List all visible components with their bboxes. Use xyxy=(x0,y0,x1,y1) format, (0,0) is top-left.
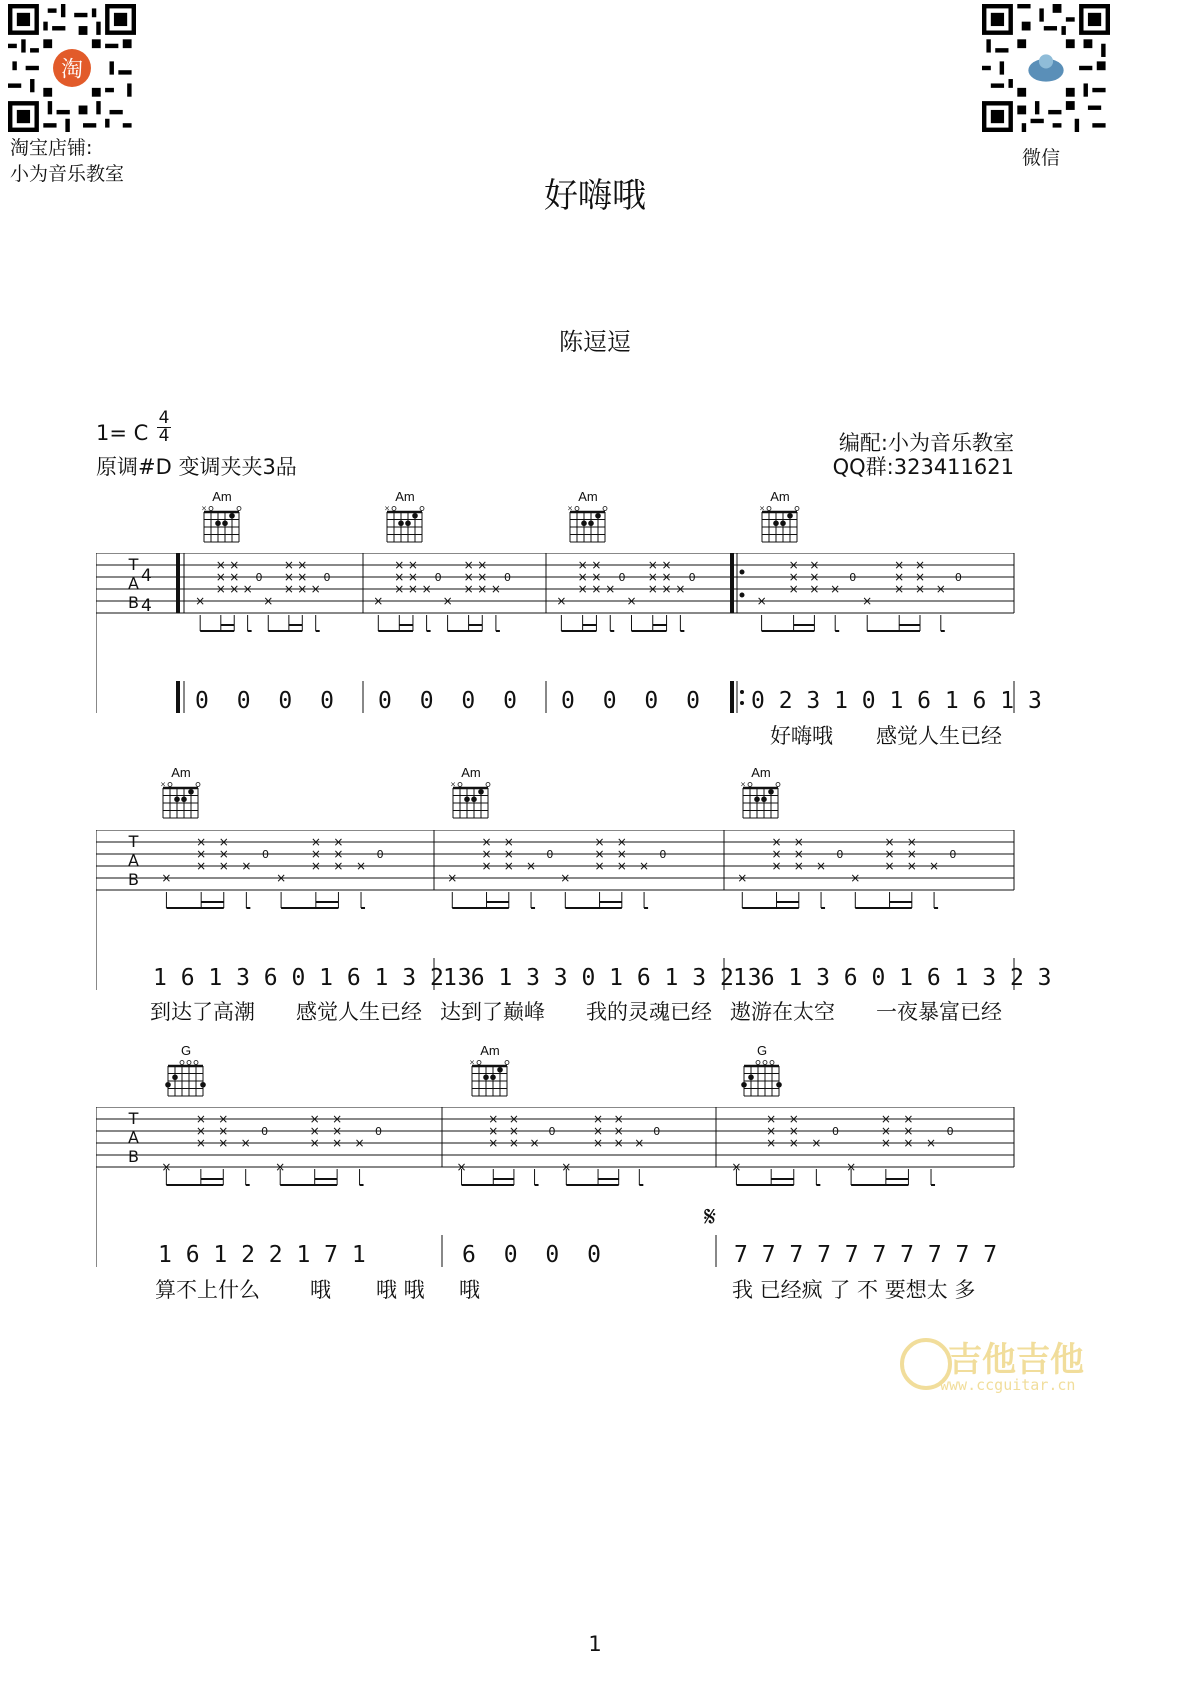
svg-text:×: × xyxy=(310,847,321,861)
svg-text:×: × xyxy=(229,558,240,572)
svg-text:×: × xyxy=(490,582,501,596)
svg-text:×: × xyxy=(613,1124,624,1138)
lyric-line: 我的灵魂已经 xyxy=(586,1000,712,1024)
time-bottom: 4 xyxy=(158,426,170,446)
jianpu-measure: 0 0 0 0 xyxy=(378,688,517,714)
svg-text:0: 0 xyxy=(849,571,857,584)
svg-text:×: × xyxy=(914,582,926,596)
svg-text:×: × xyxy=(626,594,637,608)
svg-text:0: 0 xyxy=(255,571,263,584)
jianpu-measure: 1 6 1 3 6 0 1 6 1 3 2 3 xyxy=(733,965,1052,991)
svg-text:×: × xyxy=(594,847,605,861)
chord-diagram xyxy=(756,490,804,546)
svg-text:×: × xyxy=(613,1112,624,1126)
svg-text:×: × xyxy=(811,1136,822,1150)
svg-text:×: × xyxy=(616,835,627,849)
svg-text:×: × xyxy=(218,1124,229,1138)
svg-text:×: × xyxy=(675,582,686,596)
chord-name: Am xyxy=(480,1043,500,1058)
svg-text:×: × xyxy=(503,859,514,873)
svg-text:×: × xyxy=(196,835,207,849)
svg-text:×: × xyxy=(577,582,588,596)
svg-text:0: 0 xyxy=(831,1125,839,1138)
svg-text:0: 0 xyxy=(261,1125,269,1138)
svg-text:×: × xyxy=(591,582,602,596)
svg-text:×: × xyxy=(332,1124,343,1138)
lyric-line: 感觉人生已经 xyxy=(876,724,1002,748)
chord-diagram xyxy=(198,490,246,546)
svg-text:×: × xyxy=(488,1112,499,1126)
svg-text:0: 0 xyxy=(946,1125,954,1138)
svg-text:×: × xyxy=(577,558,588,572)
svg-text:0: 0 xyxy=(376,848,384,861)
lyric-line: 到达了高潮 xyxy=(150,1000,255,1024)
svg-text:×: × xyxy=(809,582,820,596)
shop-name: 小为音乐教室 xyxy=(10,163,125,185)
svg-text:×: × xyxy=(297,582,308,596)
svg-text:×: × xyxy=(809,558,820,572)
svg-text:×: × xyxy=(508,1136,519,1150)
svg-text:×: × xyxy=(894,582,905,596)
svg-text:×: × xyxy=(756,594,767,608)
svg-text:×: × xyxy=(283,582,294,596)
chord-grid xyxy=(466,1058,514,1100)
chord-grid xyxy=(564,504,612,546)
svg-text:×: × xyxy=(556,594,567,608)
time-signature xyxy=(157,410,171,445)
svg-text:×: × xyxy=(160,780,166,789)
svg-text:×: × xyxy=(771,835,782,849)
svg-text:×: × xyxy=(195,594,206,608)
svg-text:0: 0 xyxy=(659,848,667,861)
tab-time-sig xyxy=(141,561,152,621)
lyric-line: 遨游在太空 xyxy=(730,1000,835,1024)
time-top: 4 xyxy=(158,408,170,428)
chord-grid xyxy=(162,1058,210,1100)
svg-text:×: × xyxy=(407,582,418,596)
svg-text:×: × xyxy=(816,859,827,873)
svg-text:0: 0 xyxy=(261,848,269,861)
svg-text:×: × xyxy=(442,594,453,608)
svg-text:×: × xyxy=(560,871,571,885)
svg-text:×: × xyxy=(593,1112,604,1126)
svg-text:×: × xyxy=(283,558,294,572)
svg-text:×: × xyxy=(577,570,588,584)
svg-text:×: × xyxy=(215,582,226,596)
svg-text:×: × xyxy=(242,582,253,596)
time-top: 4 xyxy=(141,566,152,586)
svg-text:×: × xyxy=(634,1136,645,1150)
svg-text:×: × xyxy=(503,847,514,861)
svg-text:×: × xyxy=(737,871,748,885)
svg-text:×: × xyxy=(647,582,658,596)
svg-text:×: × xyxy=(914,558,926,572)
jianpu-measure: 6 0 0 0 xyxy=(462,1242,601,1268)
chord-name: Am xyxy=(751,765,771,780)
chord-diagram xyxy=(737,766,785,822)
svg-text:×: × xyxy=(310,859,321,873)
svg-text:×: × xyxy=(407,558,418,572)
chord-diagram xyxy=(447,766,495,822)
svg-text:0: 0 xyxy=(434,571,442,584)
svg-text:×: × xyxy=(846,1160,857,1174)
svg-text:×: × xyxy=(481,847,492,861)
svg-text:0: 0 xyxy=(503,571,511,584)
chord-grid xyxy=(157,780,205,822)
svg-text:×: × xyxy=(594,835,605,849)
svg-text:×: × xyxy=(215,570,226,584)
svg-text:×: × xyxy=(793,847,804,861)
svg-text:×: × xyxy=(884,859,895,873)
svg-text:×: × xyxy=(421,582,432,596)
svg-text:×: × xyxy=(488,1136,499,1150)
key-signature: 1= C xyxy=(96,421,149,445)
chord-name: Am xyxy=(212,489,232,504)
svg-text:×: × xyxy=(463,558,474,572)
svg-text:×: × xyxy=(201,504,207,513)
watermark-url: www.ccguitar.cn xyxy=(940,1376,1076,1394)
svg-text:×: × xyxy=(788,582,799,596)
lyric-line: 我 已经疯 了 不 要想太 多 xyxy=(732,1278,976,1302)
chord-diagram xyxy=(162,1044,210,1100)
svg-text:×: × xyxy=(935,582,946,596)
svg-text:×: × xyxy=(456,1160,467,1174)
time-bottom: 4 xyxy=(141,596,152,616)
svg-text:×: × xyxy=(218,1136,229,1150)
svg-text:×: × xyxy=(830,582,841,596)
chord-diagram xyxy=(381,490,429,546)
svg-text:×: × xyxy=(309,1124,320,1138)
chord-grid xyxy=(447,780,495,822)
chord-name: G xyxy=(756,1043,768,1058)
svg-text:×: × xyxy=(241,859,252,873)
svg-text:×: × xyxy=(508,1112,519,1126)
tab-letter: B xyxy=(128,1147,139,1166)
svg-text:×: × xyxy=(355,859,367,873)
svg-text:×: × xyxy=(639,859,650,873)
svg-text:×: × xyxy=(297,558,308,572)
svg-text:×: × xyxy=(613,1136,624,1150)
svg-text:×: × xyxy=(488,1124,499,1138)
taobao-badge: 淘 xyxy=(60,57,84,83)
tab-clef xyxy=(128,832,139,889)
segno-icon: 𝄋 xyxy=(704,1200,717,1233)
chord-diagram xyxy=(738,1044,786,1100)
svg-text:×: × xyxy=(593,1136,604,1150)
svg-text:×: × xyxy=(332,1112,343,1126)
chord-grid xyxy=(381,504,429,546)
svg-text:×: × xyxy=(903,1112,914,1126)
svg-text:×: × xyxy=(766,1124,777,1138)
svg-text:×: × xyxy=(354,1136,365,1150)
svg-text:×: × xyxy=(481,859,492,873)
svg-text:×: × xyxy=(161,871,172,885)
svg-text:×: × xyxy=(508,1124,519,1138)
svg-text:×: × xyxy=(616,859,627,873)
watermark xyxy=(900,1330,1120,1410)
svg-text:0: 0 xyxy=(548,1125,556,1138)
page-number: 1 xyxy=(588,1632,602,1656)
svg-text:×: × xyxy=(263,594,274,608)
svg-text:×: × xyxy=(195,1124,206,1138)
svg-text:×: × xyxy=(594,859,605,873)
tab-letter: B xyxy=(128,593,139,612)
qq-group: QQ群:323411621 xyxy=(832,455,1014,479)
lyric-line: 一夜暴富已经 xyxy=(876,1000,1002,1024)
svg-text:×: × xyxy=(771,847,782,861)
svg-text:×: × xyxy=(567,504,573,513)
svg-text:×: × xyxy=(793,835,804,849)
svg-text:×: × xyxy=(373,594,384,608)
qr-code-icon xyxy=(8,4,136,132)
svg-text:×: × xyxy=(561,1160,572,1174)
svg-text:×: × xyxy=(463,582,474,596)
svg-text:0: 0 xyxy=(618,571,626,584)
svg-text:×: × xyxy=(593,1124,604,1138)
svg-text:×: × xyxy=(477,582,488,596)
svg-text:×: × xyxy=(310,582,321,596)
svg-text:×: × xyxy=(526,859,537,873)
svg-text:×: × xyxy=(196,847,207,861)
svg-text:×: × xyxy=(477,558,488,572)
svg-text:×: × xyxy=(788,1124,799,1138)
chord-name: Am xyxy=(770,489,790,504)
svg-text:×: × xyxy=(477,570,488,584)
svg-text:×: × xyxy=(332,1136,343,1150)
chord-diagram xyxy=(564,490,612,546)
svg-text:×: × xyxy=(591,558,602,572)
svg-text:×: × xyxy=(529,1136,540,1150)
lyric-line: 好嗨哦 xyxy=(770,724,833,748)
svg-text:0: 0 xyxy=(836,848,844,861)
svg-text:×: × xyxy=(809,570,820,584)
jianpu-measure: 0 2 3 1 0 1 6 1 6 1 3 xyxy=(751,688,1042,714)
svg-text:×: × xyxy=(276,871,287,885)
tab-letter: A xyxy=(128,574,139,593)
svg-text:×: × xyxy=(310,835,321,849)
svg-text:×: × xyxy=(218,835,229,849)
svg-text:×: × xyxy=(862,594,873,608)
tab-letter: T xyxy=(128,555,139,574)
jianpu-measure: 1 6 1 2 2 1 7 1 xyxy=(158,1242,366,1268)
svg-text:×: × xyxy=(793,859,804,873)
tab-clef xyxy=(128,1109,139,1166)
svg-text:×: × xyxy=(884,835,895,849)
svg-text:×: × xyxy=(450,780,456,789)
svg-text:×: × xyxy=(215,558,226,572)
svg-text:0: 0 xyxy=(323,571,331,584)
svg-text:×: × xyxy=(503,835,514,849)
svg-text:×: × xyxy=(275,1160,286,1174)
tab-letter: T xyxy=(128,832,139,851)
svg-text:0: 0 xyxy=(949,848,957,861)
svg-text:×: × xyxy=(884,847,895,861)
song-title: 好嗨哦 xyxy=(544,176,646,216)
jianpu-measure: 1 6 1 3 3 0 1 6 1 3 2 3 xyxy=(443,965,762,991)
svg-text:×: × xyxy=(218,847,229,861)
svg-text:×: × xyxy=(616,847,627,861)
lyric-line: 哦 xyxy=(310,1278,331,1302)
svg-text:×: × xyxy=(394,558,405,572)
svg-text:×: × xyxy=(880,1124,891,1138)
svg-text:×: × xyxy=(384,504,390,513)
svg-text:×: × xyxy=(850,871,861,885)
lyric-line: 算不上什么 xyxy=(155,1278,260,1302)
svg-text:×: × xyxy=(463,570,474,584)
chord-name: Am xyxy=(578,489,598,504)
tab-letter: T xyxy=(128,1109,139,1128)
svg-text:×: × xyxy=(661,558,672,572)
svg-text:×: × xyxy=(766,1136,777,1150)
svg-text:×: × xyxy=(906,859,917,873)
svg-text:×: × xyxy=(309,1136,320,1150)
svg-text:×: × xyxy=(788,570,799,584)
svg-text:0: 0 xyxy=(653,1125,661,1138)
jianpu-measure: 0 0 0 0 xyxy=(195,688,334,714)
tab-letter: B xyxy=(128,870,139,889)
svg-text:×: × xyxy=(240,1136,251,1150)
chord-grid xyxy=(737,780,785,822)
tab-clef xyxy=(128,555,139,612)
svg-text:×: × xyxy=(647,558,658,572)
svg-text:×: × xyxy=(894,558,905,572)
svg-text:×: × xyxy=(925,1136,937,1150)
svg-text:×: × xyxy=(229,582,240,596)
chord-grid xyxy=(756,504,804,546)
svg-text:×: × xyxy=(788,558,799,572)
svg-text:×: × xyxy=(771,859,782,873)
jianpu-measure: 0 0 0 0 xyxy=(561,688,700,714)
svg-text:×: × xyxy=(394,582,405,596)
svg-text:×: × xyxy=(647,570,658,584)
svg-text:×: × xyxy=(481,835,492,849)
svg-text:×: × xyxy=(333,859,344,873)
svg-text:×: × xyxy=(880,1136,891,1150)
svg-text:×: × xyxy=(196,859,207,873)
svg-text:×: × xyxy=(218,859,229,873)
chord-diagram xyxy=(157,766,205,822)
svg-text:×: × xyxy=(766,1112,777,1126)
chord-name: G xyxy=(180,1043,192,1058)
svg-text:×: × xyxy=(880,1112,891,1126)
svg-text:×: × xyxy=(469,1058,475,1067)
svg-text:×: × xyxy=(218,1112,229,1126)
tab-letter: A xyxy=(128,851,139,870)
lyric-line: 感觉人生已经 xyxy=(296,1000,422,1024)
svg-text:×: × xyxy=(195,1112,206,1126)
qr-code-icon xyxy=(982,4,1110,132)
svg-text:×: × xyxy=(333,835,344,849)
chord-name: Am xyxy=(461,765,481,780)
svg-text:×: × xyxy=(903,1136,914,1150)
svg-text:×: × xyxy=(731,1160,742,1174)
shop-label: 淘宝店铺: xyxy=(10,137,93,159)
svg-text:×: × xyxy=(759,504,765,513)
capo-info: 原调#D 变调夹夹3品 xyxy=(96,455,297,479)
lyric-line: 达到了巅峰 xyxy=(440,1000,545,1024)
svg-text:×: × xyxy=(333,847,344,861)
svg-text:×: × xyxy=(906,847,917,861)
svg-text:×: × xyxy=(229,570,240,584)
svg-text:×: × xyxy=(661,570,672,584)
chord-grid xyxy=(198,504,246,546)
arranger: 编配:小为音乐教室 xyxy=(838,431,1014,455)
svg-text:0: 0 xyxy=(375,1125,383,1138)
chord-grid xyxy=(738,1058,786,1100)
lyric-line: 哦 xyxy=(459,1278,480,1302)
svg-text:×: × xyxy=(914,570,926,584)
svg-text:×: × xyxy=(195,1136,206,1150)
svg-text:×: × xyxy=(894,570,905,584)
svg-text:×: × xyxy=(661,582,672,596)
song-artist: 陈逗逗 xyxy=(559,328,631,356)
svg-text:×: × xyxy=(929,859,940,873)
jianpu-measure: 7 7 7 7 7 7 7 7 7 7 xyxy=(734,1242,998,1268)
tab-letter: A xyxy=(128,1128,139,1147)
svg-text:×: × xyxy=(447,871,458,885)
svg-text:×: × xyxy=(788,1112,799,1126)
svg-text:×: × xyxy=(740,780,746,789)
chord-name: Am xyxy=(171,765,191,780)
svg-text:×: × xyxy=(605,582,616,596)
svg-text:×: × xyxy=(283,570,294,584)
svg-text:×: × xyxy=(906,835,917,849)
svg-text:×: × xyxy=(161,1160,172,1174)
svg-text:×: × xyxy=(297,570,308,584)
svg-text:0: 0 xyxy=(546,848,554,861)
svg-text:×: × xyxy=(309,1112,320,1126)
svg-text:×: × xyxy=(407,570,418,584)
wechat-label: 微信 xyxy=(1022,147,1061,169)
chord-diagram xyxy=(466,1044,514,1100)
svg-text:0: 0 xyxy=(688,571,696,584)
jianpu-measure: 1 6 1 3 6 0 1 6 1 3 2 3 xyxy=(153,965,472,991)
svg-text:×: × xyxy=(903,1124,914,1138)
lyric-line: 哦 哦 xyxy=(376,1278,425,1302)
svg-text:×: × xyxy=(394,570,405,584)
watermark-text: 吉他吉他 xyxy=(948,1340,1084,1380)
chord-name: Am xyxy=(395,489,415,504)
svg-text:×: × xyxy=(591,570,602,584)
svg-text:0: 0 xyxy=(954,571,962,584)
svg-text:×: × xyxy=(788,1136,799,1150)
